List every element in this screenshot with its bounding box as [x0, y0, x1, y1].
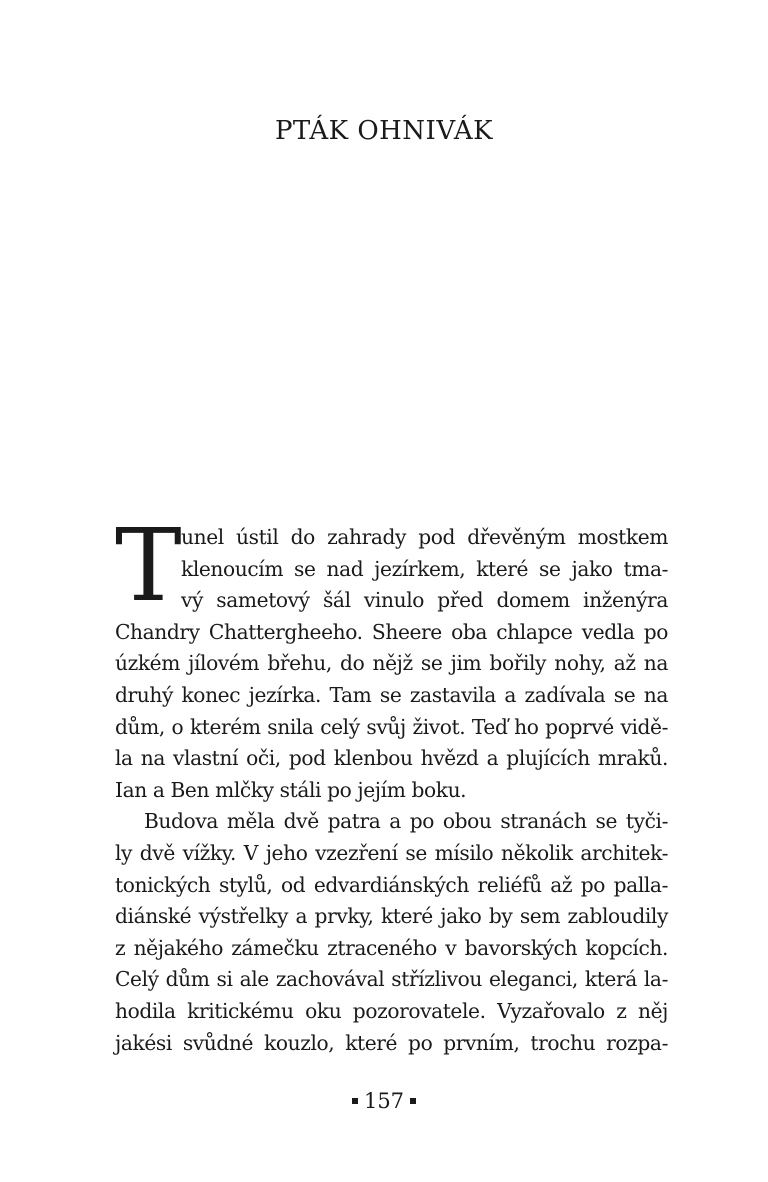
text-line: druhý konec jezírka. Tam se zastavila a zadívala se na: [115, 682, 668, 707]
text-line: la na vlastní oči, pod klenbou hvězd a plujících mraků.: [115, 746, 668, 771]
text-line: Chandry Chattergheeho. Sheere oba chlapce vedla po: [115, 619, 668, 644]
text-line: úzkém jílovém břehu, do nějž se jim bořily nohy, až na: [115, 651, 668, 676]
square-bullet-icon: [352, 1098, 358, 1104]
square-bullet-icon: [410, 1098, 416, 1104]
text-line: jakési svůdné kouzlo, které po prvním, trochu rozpa-: [115, 1030, 668, 1055]
body-text: [115, 507, 668, 1059]
text-line: hodila kritickému oku pozorovatele. Vyzařovalo z něj: [115, 998, 668, 1023]
chapter-title: PTÁK OHNIVÁK: [274, 116, 494, 146]
text-line: Budova měla dvě patra a po obou stranách se tyči-: [144, 809, 668, 834]
text-line: Celý dům si ale zachovával střízlivou eleganci, která la-: [115, 967, 668, 992]
text-line: tonických stylů, od edvardiánských reliéfů až po palla-: [115, 872, 668, 897]
text-line: unel ústil do zahrady pod dřevěným mostkem: [181, 525, 668, 549]
text-line: Ian a Ben mlčky stáli po jejím boku.: [115, 777, 467, 802]
text-line: diánské výstřelky a prvky, které jako by sem zabloudily: [115, 904, 668, 929]
drop-cap: T: [115, 507, 182, 624]
page-number-value: 157: [363, 1089, 405, 1113]
text-line: dům, o kterém snila celý svůj život. Teď ho poprvé vidě-: [115, 714, 668, 739]
page-number: [0, 1086, 768, 1116]
text-line: vý sametový šál vinulo před domem inženýra: [181, 588, 668, 613]
text-line: klenoucím se nad jezírkem, které se jako tma-: [181, 556, 668, 581]
text-line: ly dvě vížky. V jeho vzezření se mísilo několik architek-: [115, 840, 668, 865]
text-line: z nějakého zámečku ztraceného v bavorských kopcích.: [115, 935, 668, 960]
